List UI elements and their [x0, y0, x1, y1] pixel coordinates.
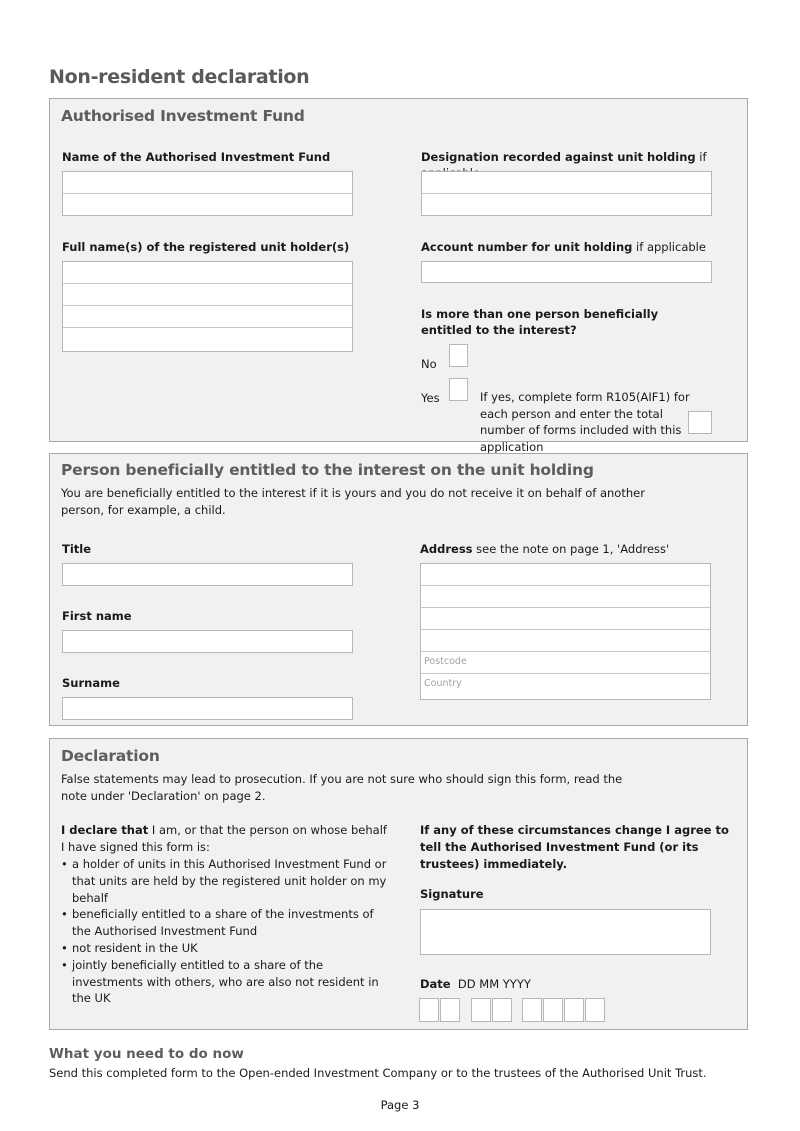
more-than-one-question: Is more than one person beneficially entitled to the interest?	[421, 307, 659, 337]
person-section	[49, 453, 748, 726]
first-name-field[interactable]	[62, 630, 353, 653]
declaration-title: Declaration	[61, 747, 160, 765]
date-month-1[interactable]	[471, 998, 491, 1022]
address-line-2	[421, 586, 710, 608]
no-checkbox[interactable]	[449, 344, 468, 367]
surname-label: Surname	[62, 676, 120, 690]
declaration-bullet: • jointly beneficially entitled to a share of the investments with others, who are also not resident in the UK	[61, 957, 391, 1007]
fund-name-field[interactable]	[62, 171, 353, 216]
account-number-label: Account number for unit holding if applicable	[421, 240, 706, 254]
declaration-section	[49, 738, 748, 1030]
surname-field[interactable]	[62, 697, 353, 720]
yes-note: If yes, complete form R105(AIF1) for each person and enter the total number of forms included with this application	[480, 390, 690, 454]
address-line-3	[421, 608, 710, 630]
address-line-4	[421, 630, 710, 652]
date-year-2[interactable]	[543, 998, 563, 1022]
designation-field[interactable]	[421, 171, 712, 216]
yes-label: Yes	[421, 391, 440, 405]
date-year-4[interactable]	[585, 998, 605, 1022]
change-notice: If any of these circumstances change I agree to tell the Authorised Investment Fund (or its trustees) immediately.	[420, 823, 729, 871]
country-placeholder: Country	[424, 678, 462, 689]
declare-statement: I declare that I am, or that the person on whose behalf I have signed this form is:	[61, 823, 387, 854]
address-field[interactable]	[420, 563, 711, 700]
declaration-intro: False statements may lead to prosecution. If you are not sure who should sign this form, read the note under 'Declaration' on page 2.	[61, 772, 623, 803]
person-section-title: Person beneficially entitled to the interest on the unit holding	[61, 461, 594, 479]
address-label: Address see the note on page 1, 'Address'	[420, 542, 670, 556]
yes-checkbox[interactable]	[449, 378, 468, 401]
signature-label: Signature	[420, 887, 484, 901]
account-number-field[interactable]	[421, 261, 712, 283]
declaration-bullet: • beneficially entitled to a share of the investments of the Authorised Investment Fund	[61, 906, 391, 940]
date-month-2[interactable]	[492, 998, 512, 1022]
declaration-bullet: • a holder of units in this Authorised Investment Fund or that units are held by the registered unit holder on my behalf	[61, 856, 391, 906]
date-label: Date DD MM YYYY	[420, 977, 531, 991]
signature-field[interactable]	[420, 909, 711, 955]
postcode-placeholder: Postcode	[421, 652, 710, 674]
footer-instruction: Send this completed form to the Open-ended Investment Company or to the trustees of the Authorised Unit Trust.	[49, 1066, 707, 1080]
date-day-1[interactable]	[419, 998, 439, 1022]
forms-count-field[interactable]	[688, 411, 712, 434]
title-label: Title	[62, 542, 92, 556]
person-section-intro: You are beneficially entitled to the interest if it is yours and you do not receive it on behalf of another person, for example, a child.	[61, 486, 645, 517]
fund-section	[49, 98, 748, 454]
declaration-bullets	[61, 856, 391, 1007]
footer-heading: What you need to do now	[49, 1046, 244, 1062]
address-line-1	[421, 564, 710, 586]
full-names-field[interactable]	[62, 261, 353, 352]
designation-label: Designation recorded against unit holding if	[421, 150, 707, 164]
date-year-1[interactable]	[522, 998, 542, 1022]
no-label: No	[421, 357, 437, 371]
page-number: Page 3	[380, 1098, 420, 1112]
fund-section-title: Authorised Investment Fund	[61, 107, 305, 125]
date-year-3[interactable]	[564, 998, 584, 1022]
declaration-bullet: • not resident in the UK	[61, 940, 391, 957]
fund-name-label: Name of the Authorised Investment Fund	[62, 150, 331, 164]
date-day-2[interactable]	[440, 998, 460, 1022]
title-field[interactable]	[62, 563, 353, 586]
full-names-label: Full name(s) of the registered unit holder(s)	[62, 240, 350, 254]
first-name-label: First name	[62, 609, 132, 623]
page-title: Non-resident declaration	[49, 66, 310, 88]
